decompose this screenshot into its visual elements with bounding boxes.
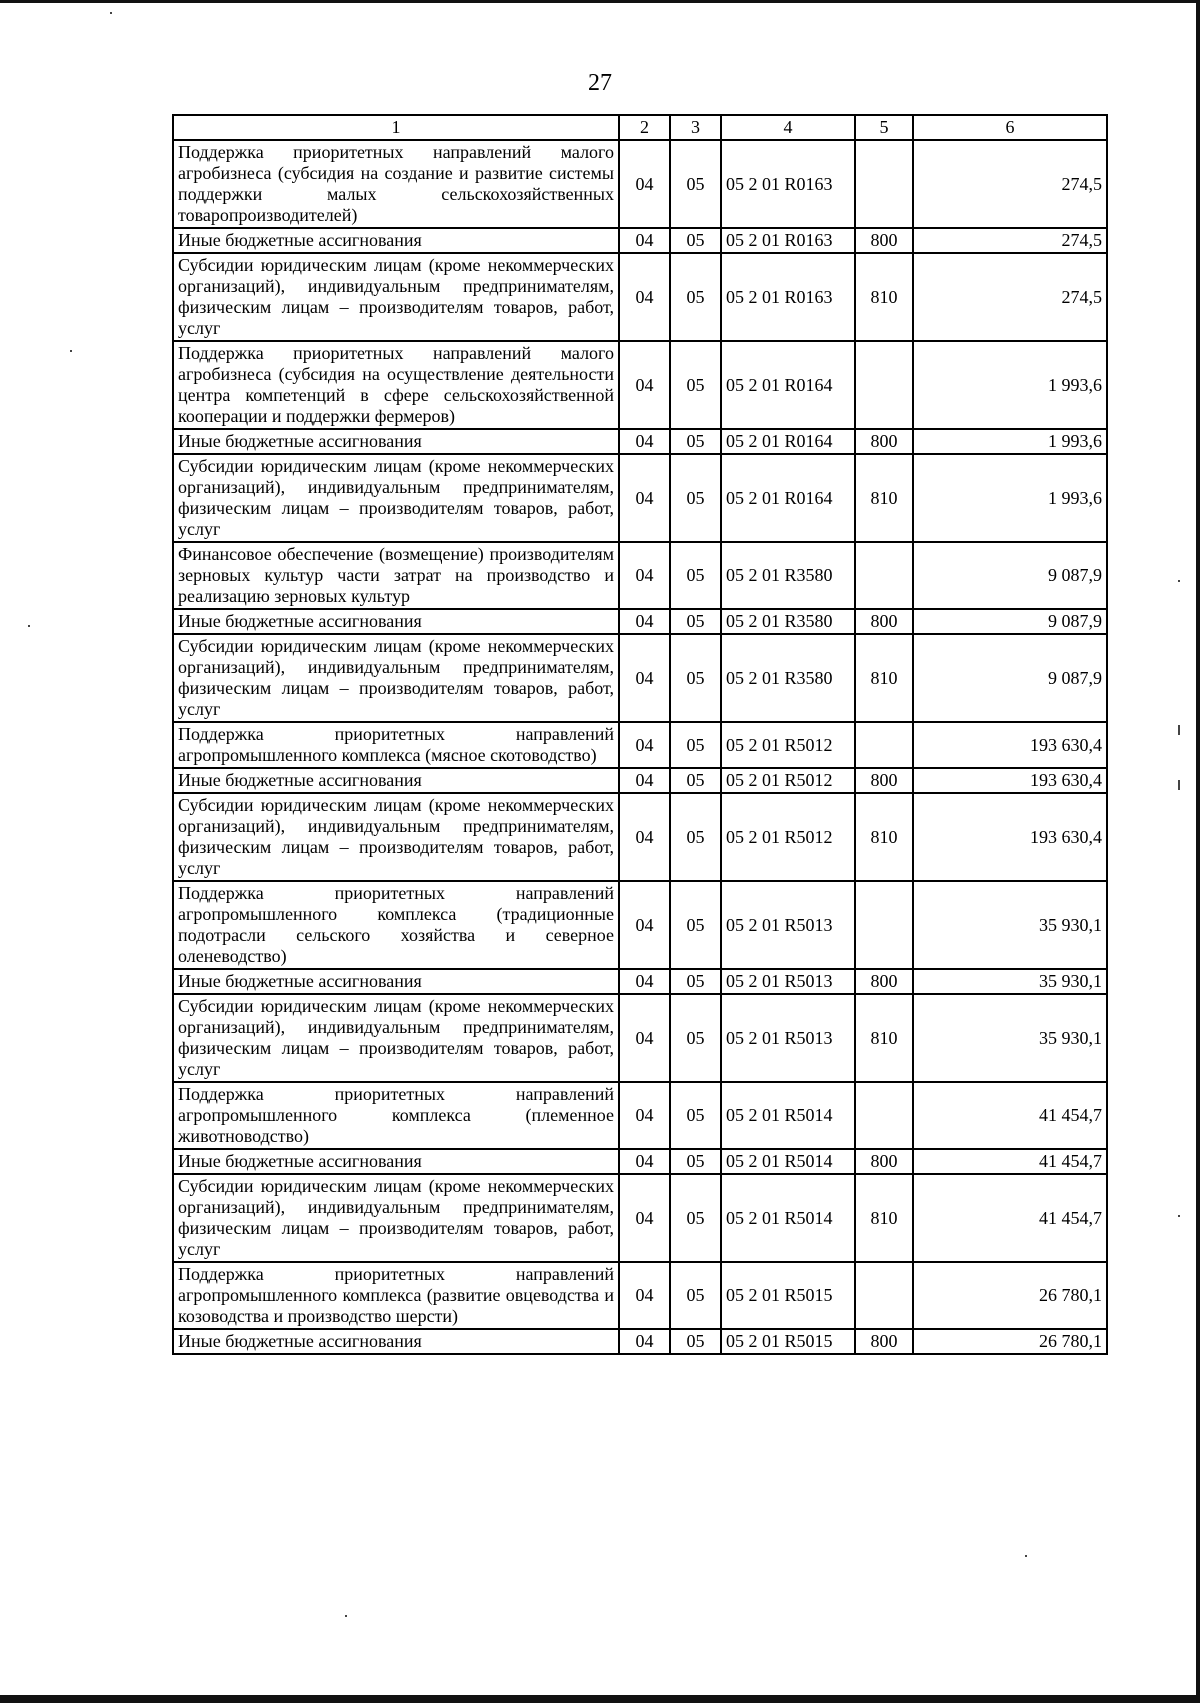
row-amount: 35 930,1 — [913, 881, 1107, 969]
row-section: 04 — [619, 969, 670, 994]
scan-speck — [1178, 1215, 1180, 1217]
row-subsection: 05 — [670, 609, 721, 634]
row-subsection: 05 — [670, 429, 721, 454]
budget-table — [172, 114, 1108, 1355]
row-expense-type — [855, 1082, 913, 1149]
table-row — [173, 542, 1107, 609]
row-name: Поддержка приоритетных направлений малого агробизнеса (субсидия на создание и развитие системы поддержки малых сельскохозяйственных товаропроизводителей) — [173, 140, 619, 228]
table-row — [173, 253, 1107, 341]
row-amount: 1 993,6 — [913, 454, 1107, 542]
row-name: Иные бюджетные ассигнования — [173, 1149, 619, 1174]
row-expense-type — [855, 1262, 913, 1329]
row-name: Субсидии юридическим лицам (кроме некоммерческих организаций), индивидуальным предпринимателям, физическим лицам – производителям товаров, работ, услуг — [173, 793, 619, 881]
row-target-code: 05 2 01 R0164 — [721, 454, 855, 542]
scan-speck — [1178, 780, 1180, 790]
row-expense-type — [855, 341, 913, 429]
row-section: 04 — [619, 881, 670, 969]
row-subsection: 05 — [670, 253, 721, 341]
row-target-code: 05 2 01 R5013 — [721, 881, 855, 969]
row-expense-type: 800 — [855, 429, 913, 454]
row-name: Субсидии юридическим лицам (кроме некоммерческих организаций), индивидуальным предпринимателям, физическим лицам – производителям товаров, работ, услуг — [173, 1174, 619, 1262]
table-row — [173, 228, 1107, 253]
row-target-code: 05 2 01 R5013 — [721, 969, 855, 994]
scan-edge-right — [1196, 0, 1200, 1703]
column-header: 3 — [670, 115, 721, 140]
table-row — [173, 1262, 1107, 1329]
table-row — [173, 1149, 1107, 1174]
row-name: Иные бюджетные ассигнования — [173, 429, 619, 454]
row-target-code: 05 2 01 R3580 — [721, 609, 855, 634]
row-section: 04 — [619, 1174, 670, 1262]
row-subsection: 05 — [670, 454, 721, 542]
table-row — [173, 140, 1107, 228]
header-row — [173, 115, 1107, 140]
row-amount: 41 454,7 — [913, 1082, 1107, 1149]
row-section: 04 — [619, 1262, 670, 1329]
row-amount: 41 454,7 — [913, 1174, 1107, 1262]
row-expense-type: 810 — [855, 1174, 913, 1262]
row-section: 04 — [619, 454, 670, 542]
row-expense-type: 810 — [855, 454, 913, 542]
row-target-code: 05 2 01 R0164 — [721, 429, 855, 454]
row-amount: 274,5 — [913, 140, 1107, 228]
row-expense-type — [855, 542, 913, 609]
scan-speck — [1178, 725, 1180, 735]
row-amount: 193 630,4 — [913, 768, 1107, 793]
row-section: 04 — [619, 429, 670, 454]
row-subsection: 05 — [670, 1174, 721, 1262]
scan-speck — [1178, 580, 1180, 582]
row-target-code: 05 2 01 R0163 — [721, 228, 855, 253]
row-section: 04 — [619, 1082, 670, 1149]
scan-edge-top — [0, 0, 1200, 3]
row-subsection: 05 — [670, 1149, 721, 1174]
row-expense-type: 800 — [855, 768, 913, 793]
column-header: 2 — [619, 115, 670, 140]
row-name: Субсидии юридическим лицам (кроме некоммерческих организаций), индивидуальным предпринимателям, физическим лицам – производителям товаров, работ, услуг — [173, 634, 619, 722]
column-header: 6 — [913, 115, 1107, 140]
row-subsection: 05 — [670, 1329, 721, 1354]
row-name: Поддержка приоритетных направлений агропромышленного комплекса (мясное скотоводство) — [173, 722, 619, 768]
row-amount: 35 930,1 — [913, 994, 1107, 1082]
row-target-code: 05 2 01 R5014 — [721, 1174, 855, 1262]
row-target-code: 05 2 01 R5014 — [721, 1082, 855, 1149]
row-target-code: 05 2 01 R3580 — [721, 542, 855, 609]
row-section: 04 — [619, 542, 670, 609]
row-expense-type: 810 — [855, 253, 913, 341]
scan-speck — [28, 625, 30, 627]
table-row — [173, 634, 1107, 722]
row-amount: 1 993,6 — [913, 429, 1107, 454]
row-section: 04 — [619, 228, 670, 253]
row-subsection: 05 — [670, 634, 721, 722]
row-name: Иные бюджетные ассигнования — [173, 609, 619, 634]
row-expense-type — [855, 722, 913, 768]
table-row — [173, 454, 1107, 542]
row-section: 04 — [619, 994, 670, 1082]
row-target-code: 05 2 01 R5014 — [721, 1149, 855, 1174]
row-target-code: 05 2 01 R0164 — [721, 341, 855, 429]
row-subsection: 05 — [670, 994, 721, 1082]
row-section: 04 — [619, 1149, 670, 1174]
table-row — [173, 1329, 1107, 1354]
row-amount: 274,5 — [913, 228, 1107, 253]
scan-edge-bottom — [0, 1695, 1200, 1703]
row-target-code: 05 2 01 R5012 — [721, 722, 855, 768]
row-section: 04 — [619, 793, 670, 881]
row-expense-type: 800 — [855, 228, 913, 253]
row-target-code: 05 2 01 R3580 — [721, 634, 855, 722]
table-row — [173, 341, 1107, 429]
scan-speck — [70, 350, 72, 352]
row-subsection: 05 — [670, 140, 721, 228]
row-amount: 274,5 — [913, 253, 1107, 341]
row-name: Поддержка приоритетных направлений агропромышленного комплекса (традиционные подотрасли сельского хозяйства и северное оленеводство) — [173, 881, 619, 969]
table-body — [173, 140, 1107, 1354]
row-subsection: 05 — [670, 1082, 721, 1149]
table-row — [173, 609, 1107, 634]
row-expense-type — [855, 881, 913, 969]
table-row — [173, 1082, 1107, 1149]
row-amount: 9 087,9 — [913, 542, 1107, 609]
table-row — [173, 881, 1107, 969]
row-name: Финансовое обеспечение (возмещение) производителям зерновых культур части затрат на производство и реализацию зерновых культур — [173, 542, 619, 609]
row-subsection: 05 — [670, 768, 721, 793]
row-name: Субсидии юридическим лицам (кроме некоммерческих организаций), индивидуальным предпринимателям, физическим лицам – производителям товаров, работ, услуг — [173, 253, 619, 341]
row-target-code: 05 2 01 R5012 — [721, 768, 855, 793]
row-expense-type: 800 — [855, 1329, 913, 1354]
table-row — [173, 722, 1107, 768]
table-row — [173, 1174, 1107, 1262]
column-header: 4 — [721, 115, 855, 140]
row-amount: 41 454,7 — [913, 1149, 1107, 1174]
row-target-code: 05 2 01 R5012 — [721, 793, 855, 881]
table-row — [173, 429, 1107, 454]
row-name: Иные бюджетные ассигнования — [173, 228, 619, 253]
row-expense-type: 810 — [855, 793, 913, 881]
row-target-code: 05 2 01 R0163 — [721, 253, 855, 341]
row-name: Иные бюджетные ассигнования — [173, 1329, 619, 1354]
row-subsection: 05 — [670, 542, 721, 609]
row-name: Иные бюджетные ассигнования — [173, 768, 619, 793]
row-name: Поддержка приоритетных направлений малого агробизнеса (субсидия на осуществление деятельности центра компетенций в сфере сельскохозяйственной кооперации и поддержки фермеров) — [173, 341, 619, 429]
row-amount: 9 087,9 — [913, 609, 1107, 634]
row-name: Иные бюджетные ассигнования — [173, 969, 619, 994]
row-subsection: 05 — [670, 881, 721, 969]
row-amount: 1 993,6 — [913, 341, 1107, 429]
row-expense-type: 800 — [855, 609, 913, 634]
row-name: Субсидии юридическим лицам (кроме некоммерческих организаций), индивидуальным предпринимателям, физическим лицам – производителям товаров, работ, услуг — [173, 454, 619, 542]
row-section: 04 — [619, 768, 670, 793]
column-header: 1 — [173, 115, 619, 140]
row-amount: 26 780,1 — [913, 1262, 1107, 1329]
row-section: 04 — [619, 722, 670, 768]
row-section: 04 — [619, 341, 670, 429]
row-section: 04 — [619, 609, 670, 634]
scan-speck — [345, 1615, 347, 1617]
row-amount: 9 087,9 — [913, 634, 1107, 722]
row-subsection: 05 — [670, 228, 721, 253]
row-expense-type: 800 — [855, 969, 913, 994]
row-name: Поддержка приоритетных направлений агропромышленного комплекса (развитие овцеводства и козоводства и производство шерсти) — [173, 1262, 619, 1329]
row-target-code: 05 2 01 R5015 — [721, 1329, 855, 1354]
row-amount: 26 780,1 — [913, 1329, 1107, 1354]
row-name: Субсидии юридическим лицам (кроме некоммерческих организаций), индивидуальным предпринимателям, физическим лицам – производителям товаров, работ, услуг — [173, 994, 619, 1082]
row-name: Поддержка приоритетных направлений агропромышленного комплекса (племенное животноводство) — [173, 1082, 619, 1149]
row-subsection: 05 — [670, 793, 721, 881]
table-row — [173, 994, 1107, 1082]
row-subsection: 05 — [670, 722, 721, 768]
row-target-code: 05 2 01 R0163 — [721, 140, 855, 228]
row-subsection: 05 — [670, 1262, 721, 1329]
row-amount: 35 930,1 — [913, 969, 1107, 994]
column-header: 5 — [855, 115, 913, 140]
row-section: 04 — [619, 1329, 670, 1354]
row-amount: 193 630,4 — [913, 793, 1107, 881]
row-target-code: 05 2 01 R5015 — [721, 1262, 855, 1329]
table-row — [173, 969, 1107, 994]
row-subsection: 05 — [670, 341, 721, 429]
scan-speck — [110, 12, 112, 14]
table-row — [173, 793, 1107, 881]
row-expense-type: 810 — [855, 634, 913, 722]
row-expense-type: 800 — [855, 1149, 913, 1174]
row-expense-type: 810 — [855, 994, 913, 1082]
row-section: 04 — [619, 253, 670, 341]
row-section: 04 — [619, 634, 670, 722]
row-section: 04 — [619, 140, 670, 228]
row-target-code: 05 2 01 R5013 — [721, 994, 855, 1082]
row-amount: 193 630,4 — [913, 722, 1107, 768]
row-expense-type — [855, 140, 913, 228]
table-row — [173, 768, 1107, 793]
row-subsection: 05 — [670, 969, 721, 994]
page-number: 27 — [588, 70, 612, 96]
scan-speck — [1025, 1555, 1027, 1557]
